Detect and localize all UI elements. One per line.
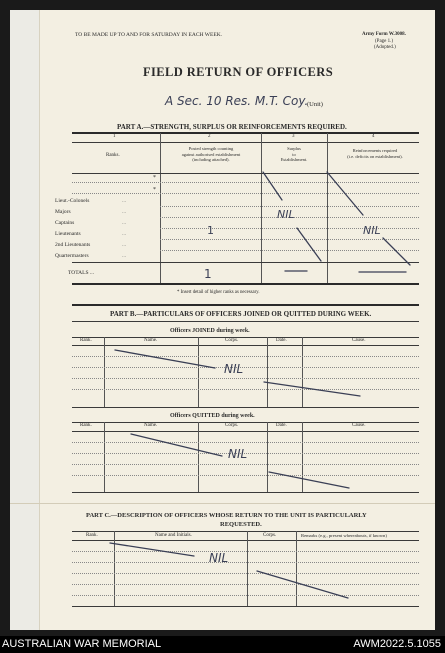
quitted-col-name: Name. [144,423,158,428]
stroke [115,350,215,368]
footer-bar [0,636,445,653]
col-header-ranks: Ranks. [106,153,120,158]
col-header-posted: Posted strength counting against authorised establishment (including attached). [181,146,241,162]
rank-lieut-colonels: Lieut.-Colonels [55,198,90,204]
c-col-remarks: Remarks (e.g., present whereabouts, if known) [301,533,387,538]
quitted-title: Officers QUITTED during week. [170,413,255,419]
unit-label: (Unit) [307,101,323,108]
rank-majors: Majors [55,209,71,215]
part-a-heading: PART A.—STRENGTH, SURPLUS OR REINFORCEMENTS REQUIRED. [117,123,347,131]
stroke [269,472,349,488]
joined-title: Officers JOINED during week. [170,328,250,334]
quitted-nil: NIL [228,447,248,461]
army-form-number: Army Form W.3008. [362,32,406,37]
star-row-1: * [153,175,156,181]
stroke [257,571,348,598]
part-c-heading-line2: REQUESTED. [220,521,262,528]
totals-label: TOTALS ... [68,270,95,276]
joined-col-cause: Cause. [352,338,366,343]
star-row-2: * [153,187,156,193]
col-number-2: 2 [208,134,211,139]
footer-institution: AUSTRALIAN WAR MEMORIAL [2,638,162,650]
page-indicator: (Page 1.) [375,39,394,44]
stroke [327,172,363,215]
posted-total-value: 1 [204,267,212,281]
c-col-rank: Rank. [86,533,98,538]
surplus-nil: NIL [277,208,295,221]
c-col-name: Name and Initials. [155,533,192,538]
rank-2nd-lieutenants: 2nd Lieutenants [55,242,91,248]
joined-col-corps: Corps. [225,338,239,343]
part-b-heading: PART B.—PARTICULARS OF OFFICERS JOINED OR QUITTED DURING WEEK. [110,310,372,318]
joined-col-rank: Rank. [80,338,92,343]
rank-quartermasters: Quartermasters [55,253,89,259]
col-header-surplus: Surplus to Establishment. [280,146,308,162]
quitted-col-corps: Corps. [225,423,239,428]
reinforcements-nil: NIL [363,224,381,237]
leader-dots: ... ... ... ... ... ... [122,198,127,259]
stroke [263,172,282,200]
form-sheet [10,10,435,630]
unit-handwritten: A Sec. 10 Res. M.T. Coy. [165,94,309,108]
col-number-1: 1 [113,134,116,139]
joined-col-name: Name. [144,338,158,343]
posted-lieutenants-value: 1 [207,224,214,237]
stroke [264,382,360,396]
col-header-reinforcements: Reinforcements required (i.e. deficits on establishment). [347,148,403,159]
joined-col-date: Date. [276,338,287,343]
part-c-heading-line1: PART C.—DESCRIPTION OF OFFICERS WHOSE RETURN TO THE UNIT IS PARTICULARLY [86,512,367,519]
rank-captains: Captains [55,220,75,226]
c-col-corps: Corps. [263,533,277,538]
footer-accession: AWM2022.5.1055 [353,638,441,650]
quitted-col-rank: Rank. [80,423,92,428]
col-number-3: 3 [292,134,295,139]
joined-nil: NIL [224,362,244,376]
quitted-col-date: Date. [276,423,287,428]
part-c-nil: NIL [209,551,229,565]
handwritten-strokes [10,10,435,630]
rank-lieutenants: Lieutenants [55,231,81,237]
form-title: FIELD RETURN OF OFFICERS [143,65,334,79]
stroke [110,543,194,556]
stroke [131,434,222,456]
stroke [297,228,321,261]
adopted-note: (Adopted.) [374,45,396,50]
header-instruction: TO BE MADE UP TO AND FOR SATURDAY IN EACH WEEK. [75,32,223,38]
quitted-col-cause: Cause. [352,423,366,428]
col-number-4: 4 [372,134,375,139]
footnote: * Insert detail of higher ranks as necessary. [177,290,260,295]
stroke [383,238,410,265]
